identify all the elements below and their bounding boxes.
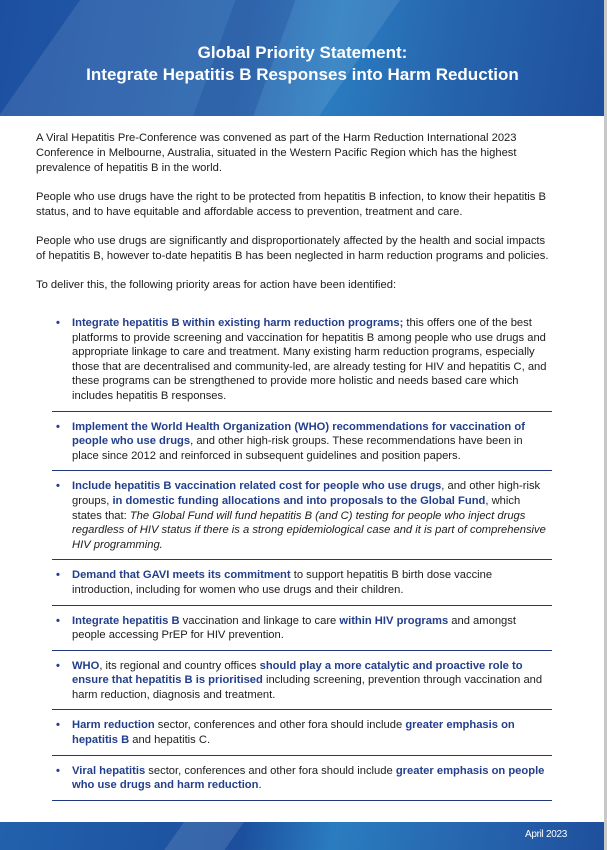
body-text: including screening, prevention through vaccination and harm reduction, diagnosis and treatment. (72, 674, 543, 701)
body-text: to support hepatitis B birth dose vaccine introduction, including for women who use drugs and their children. (72, 569, 493, 596)
emphasis-text: Viral hepatitis (72, 764, 146, 777)
bullet-icon: • (56, 420, 60, 433)
intro-paragraph: People who use drugs have the right to be protected from hepatitis B infection, to know their hepatitis B status, and to have equitable and affordable access to prevention, treatment and care. (36, 190, 546, 218)
priority-list-item (52, 614, 552, 643)
emphasis-text: Implement the World Health Organization (WHO) recommendations for vaccination of people who use drugs (72, 420, 525, 448)
priority-actions-list (52, 316, 552, 809)
priority-list-item (52, 479, 552, 552)
body-text: sector, conferences and other fora should include (145, 764, 396, 777)
priority-list-item (52, 764, 552, 793)
body-text: , which states that: (72, 494, 521, 522)
section-divider (52, 411, 552, 412)
emphasis-text: in domestic funding allocations and into proposals to the Global Fund (112, 494, 486, 507)
bullet-icon: • (56, 569, 60, 582)
page-title-line-2: Integrate Hepatitis B Responses into Harm Reduction (86, 65, 519, 84)
emphasis-text: greater emphasis on hepatitis B (72, 719, 515, 747)
emphasis-text: Demand that GAVI meets its commitment (72, 569, 291, 582)
emphasis-text: should play a more catalytic and proactive role to ensure that hepatitis B is prioritised (72, 659, 523, 687)
page-header-banner (0, 0, 605, 116)
intro-paragraph: A Viral Hepatitis Pre-Conference was convened as part of the Harm Reduction International 2023 Conference in Melbourne, Australia, situated in the Western Pacific Region which has the highest prevalence of hepatitis B in the world. (36, 132, 517, 174)
body-text: and hepatitis C. (129, 734, 211, 747)
section-divider (52, 559, 552, 560)
priority-list-item (52, 568, 552, 597)
emphasis-text: Integrate hepatitis B (72, 614, 180, 627)
emphasis-text: WHO (72, 659, 100, 672)
section-divider (52, 605, 552, 606)
emphasis-text: Integrate hepatitis B within existing harm reduction programs; (72, 317, 404, 329)
section-divider (52, 800, 552, 801)
intro-paragraph: People who use drugs are significantly and disproportionately affected by the health and social impacts of hepatitis B, however to-date hepatitis B has been neglected in harm reduction programs and policies. (36, 235, 549, 262)
bullet-icon: • (56, 764, 60, 777)
body-text: sector, conferences and other fora should include (154, 719, 406, 732)
intro-section (36, 131, 556, 308)
section-divider (52, 755, 552, 756)
body-text: . (258, 779, 262, 792)
emphasis-text: Harm reduction (72, 719, 155, 732)
intro-paragraph: To deliver this, the following priority areas for action have been identified: (36, 279, 397, 292)
section-divider (52, 650, 552, 651)
body-text: and amongst people accessing PrEP for HIV prevention. (72, 614, 516, 642)
section-divider (52, 709, 552, 710)
bullet-icon: • (56, 719, 60, 732)
bullet-icon: • (56, 317, 60, 329)
body-text: vaccination and linkage to care (179, 614, 340, 627)
page-footer-banner (0, 822, 605, 850)
page-title (0, 42, 605, 86)
quoted-text: The Global Fund will fund hepatitis B (and C) testing for people who inject drugs regardless of HIV status if there is a strong epidemiological case and it is part of comprehensive HIV programming. (72, 509, 546, 551)
bullet-icon: • (56, 614, 60, 627)
priority-list-item (52, 316, 552, 404)
emphasis-text: Include hepatitis B vaccination related cost for people who use drugs (72, 480, 442, 493)
section-divider (52, 470, 552, 471)
body-text: , and other high-risk groups, (72, 480, 541, 507)
priority-list-item (52, 420, 552, 464)
bullet-icon: • (56, 659, 60, 672)
body-text: this offers one of the best platforms to provide screening and vaccination for hepatitis B among people who use drugs and appropriate linkage to care and treatment. Many existing harm reduction programs, especially those that are decentralised and community-led, are already testing for HIV and hepatitis C, and these programs can be strengthened to provide more holistic and needs based care which includes hepatitis B responses. (72, 317, 547, 402)
body-text: , and other high-risk groups. These recommendations have been in place since 2012 and reinforced in subsequent guidelines and position papers. (72, 435, 523, 462)
emphasis-text: greater emphasis on people who use drugs and harm reduction (72, 764, 545, 792)
bullet-icon: • (56, 480, 60, 493)
body-text: , its regional and country offices (99, 659, 260, 672)
footer-decorative-swoosh (156, 822, 244, 850)
page-title-line-1: Global Priority Statement: (197, 43, 408, 62)
emphasis-text: within HIV programs (339, 614, 449, 627)
publication-date: April 2023 (524, 829, 567, 840)
priority-list-item (52, 659, 552, 703)
priority-list-item (52, 718, 552, 747)
